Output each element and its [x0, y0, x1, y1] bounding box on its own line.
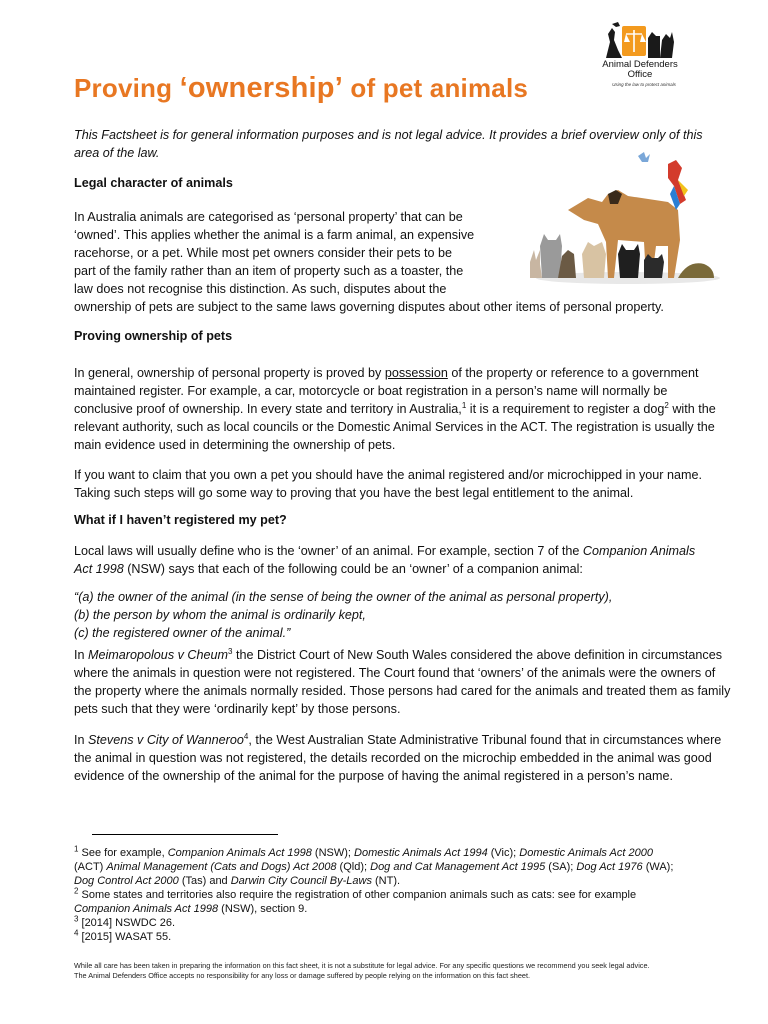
section3-paragraph2: In Meimaropolous v Cheum$^3$ the District Court of New South Wales considered the above definition in circumstances where the animals in question were not registered. The Court found that ‘owners’ of the animals were the owners of the property where the animals normally resided. Those persons had cared for the animals and treated them as family pets such that they were ‘ordinarily kept’ by those persons. — [74, 646, 731, 716]
section1-line: ‘owned’. This applies whether the animal is a farm animal, an expensive — [74, 228, 475, 242]
quote-line: (b) the person by whom the animal is ordinarily kept, — [74, 608, 366, 622]
section3-paragraph3: In Stevens v City of Wanneroo$^4$, the West Australian State Administrative Tribunal found that in circumstances where the animal in question was not registered, the details recorded on the microchip embedded in the animal was good evidence of the ownership of the animal for the purpose of having the animal registered in a person’s name. — [74, 731, 722, 783]
heading-not-registered: What if I haven’t registered my pet? — [74, 513, 287, 527]
quote-line: (c) the registered owner of the animal.” — [74, 626, 291, 640]
heading-proving-ownership: Proving ownership of pets — [74, 329, 233, 343]
section3-paragraph1: Local laws will usually define who is the ‘owner’ of an animal. For example, section 7 of the Companion Animals Act 1998 (NSW) says that each of the following could be an ‘owner’ of a companion animal: — [74, 544, 696, 576]
footnote-ref-2: 2 — [664, 400, 669, 410]
footnote-ref-4: 4 — [243, 731, 249, 741]
quote-line: “(a) the owner of the animal (in the sense of being the owner of the animal as personal property), — [74, 590, 613, 604]
section2-paragraph1: In general, ownership of personal property is proved by possession of the property or reference to a government maintained register. For example, a car, motorcycle or boat registration in a person’s name will normally be conclusive proof of ownership. In every state and territory in Australia,$^1$ it is a requirement to register a dog$^2$ with the relevant authority, such as local councils or the Domestic Animal Services in the ACT. The registration is usually the main evidence used in determining the ownership of pets. — [74, 366, 716, 452]
title-keyword: ownership — [187, 72, 335, 104]
intro-disclaimer: This Factsheet is for general information purposes and is not legal advice. It provides a brief overview only of this area of the law. — [74, 128, 703, 160]
footnote-4: $^4$ [2015] WASAT 55. — [74, 928, 172, 943]
possession-term: possession — [384, 366, 448, 380]
logo-name-line2: Office — [627, 69, 653, 80]
disclaimer-line: While all care has been taken in preparing the information on this fact sheet, it is not a substitute for legal advice. For any specific questions we recommend you seek legal advice. — [74, 961, 650, 970]
section1-line: ownership of pets are subject to the same laws governing disputes about other items of personal property. — [74, 300, 664, 314]
heading-legal-character: Legal character of animals — [74, 176, 233, 190]
legal-disclaimer — [74, 961, 744, 981]
page-title: Proving ‘ownership’ of pet animals — [74, 72, 529, 104]
footnote-2: $^2$ Some states and territories also require the registration of other companion animals such as cats: see for example Companion Animals Act 1998 (NSW), section 9. — [74, 886, 637, 915]
footnote-3: $^3$ [2014] NSWDC 26. — [74, 914, 176, 929]
footnote-ref-3: 3 — [228, 646, 233, 656]
footnotes — [74, 846, 674, 944]
footnote-ref-1: 1 — [461, 400, 467, 410]
section1-line: racehorse, or a pet. While most pet owners consider their pets to be — [74, 246, 452, 260]
footnote-1: $^1$ See for example, Companion Animals Act 1998 (NSW); Domestic Animals Act 1994 (Vic); Domestic Animals Act 2000 (ACT) Animal Management (Cats and Dogs) Act 2008 (Qld); Dog and Cat Management Act 1995 (SA); Dog Act 1976 (WA); Dog Control Act 2000 (Tas) and Darwin City Council By-Laws (NT). — [74, 844, 674, 887]
section1-line: part of the family rather than an item of property such as a toaster, the — [74, 264, 464, 278]
animal-defenders-logo-icon — [596, 20, 684, 60]
section1-line: law does not recognise this distinction. As such, disputes about the — [74, 282, 447, 296]
section3-quote — [74, 588, 734, 642]
section2-paragraph2: If you want to claim that you own a pet you should have the animal registered and/or microchipped in your name. Taking such steps will go some way to proving that you have the best legal entitlement to the animal. — [74, 468, 702, 500]
section1-line: In Australia animals are categorised as ‘personal property’ that can be — [74, 210, 463, 224]
footnote-separator — [92, 834, 278, 835]
disclaimer-line: The Animal Defenders Office accepts no responsibility for any loss or damage suffered by people relying on the information on this fact sheet. — [74, 971, 531, 980]
logo — [596, 20, 684, 98]
logo-name-line1: Animal Defenders — [602, 59, 678, 70]
logo-tagline: Using the law to protect animals — [612, 82, 676, 87]
pets-group-image — [528, 150, 728, 290]
